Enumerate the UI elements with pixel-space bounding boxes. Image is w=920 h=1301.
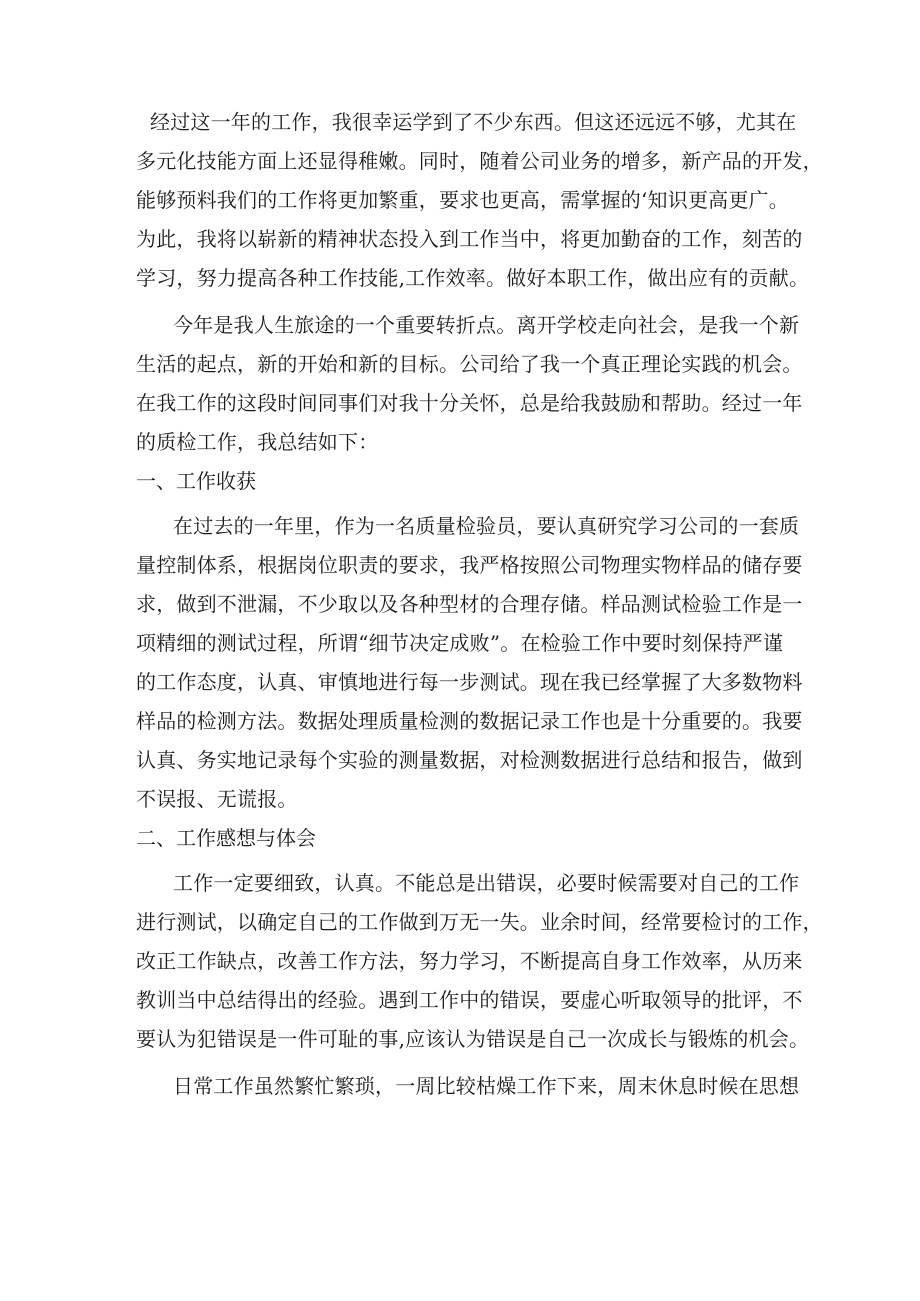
text-line: 样品的检测方法。数据处理质量检测的数据记录工作也是十分重要的。我要 [136,709,803,733]
paragraph-3 [136,507,803,819]
text-line: 学习，努力提高各种工作技能,工作效率。做好本职工作，做出应有的贡献。 [136,266,810,290]
section-heading-2: 二、工作感想与体会 [136,826,316,850]
text-line: 要认为犯错误是一件可耻的事,应该认为错误是自己一次成长与锻炼的机会。 [136,1027,810,1051]
text-line: 改正工作缺点，改善工作方法，努力学习，不断提高自身工作效率，从历来 [136,949,803,973]
text-line: 日常工作虽然繁忙繁琐，一周比较枯燥工作下来，周末休息时候在思想 [173,1074,800,1098]
text-line: 多元化技能方面上还显得稚嫩。同时，随着公司业务的增多，新产品的开发， [136,149,823,173]
text-line: 的工作态度，认真、审慎地进行每一步测试。现在我已经掌握了大多数物料 [136,670,803,694]
document-page [136,103,823,1106]
text-line: 为此，我将以崭新的精神状态投入到工作当中，将更加勤奋的工作，刻苦的 [136,227,803,251]
paragraph-4 [136,864,823,1059]
text-line: 工作一定要细致，认真。不能总是出错误，必要时候需要对自己的工作 [173,871,800,895]
text-line: 量控制体系，根据岗位职责的要求，我严格按照公司物理实物样品的储存要 [136,553,803,577]
text-line: 进行测试，以确定自己的工作做到万无一失。业余时间，经常要检讨的工作， [136,910,823,934]
text-line: 的质检工作，我总结如下： [136,430,379,454]
text-line: 求，做到不泄漏，不少取以及各种型材的合理存储。样品测试检验工作是一 [136,592,803,616]
text-line: 认真、务实地记录每个实验的测量数据，对检测数据进行总结和报告，做到 [136,748,803,772]
text-line: 不误报、无谎报。 [136,787,298,811]
text-line: 生活的起点，新的开始和新的目标。公司给了我一个真正理论实践的机会。 [136,352,803,376]
text-line: 经过这一年的工作，我很幸运学到了不少东西。但这还远远不够，尤其在 [150,110,797,134]
text-line: 在过去的一年里，作为一名质量检验员，要认真研究学习公司的一套质 [173,514,800,538]
text-line: 教训当中总结得出的经验。遇到工作中的错误，要虚心听取领导的批评，不 [136,988,803,1012]
section-heading-1: 一、工作收获 [136,469,256,493]
paragraph-5 [136,1067,800,1106]
paragraph-2 [136,306,803,462]
text-line: 能够预料我们的工作将更加繁重，要求也更高，需掌握的‘知识更高更广。 [136,188,789,212]
text-line: 项精细的测试过程，所谓“细节决定成败”。在检验工作中要时刻保持严谨 [136,631,784,655]
text-line: 今年是我人生旅途的一个重要转折点。离开学校走向社会，是我一个新 [173,313,800,337]
paragraph-1 [136,103,823,298]
text-line: 在我工作的这段时间同事们对我十分关怀，总是给我鼓励和帮助。经过一年 [136,391,803,415]
